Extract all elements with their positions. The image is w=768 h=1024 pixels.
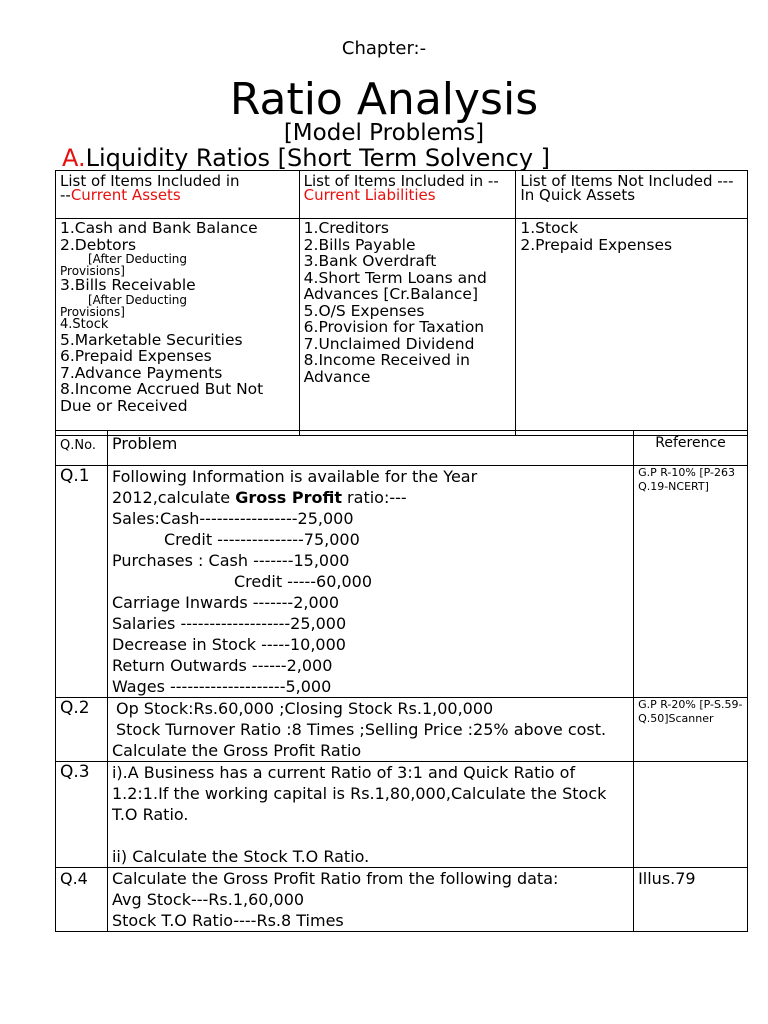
not-in-quick-list [516, 219, 748, 436]
list-item: 7.Unclaimed Dividend [303, 334, 475, 353]
current-liabilities-label: Current Liabilities [303, 186, 436, 204]
list-item: 1.Creditors [303, 219, 389, 237]
list-item: 3.Bank Overdraft [303, 252, 437, 270]
problems-table-header [56, 431, 748, 466]
problem-text: Op Stock:Rs.60,000 ;Closing Stock Rs.1,00,000 Stock Turnover Ratio :8 Times ;Selling Price :25% above cost. Calculate the Gross Profit Ratio [107, 698, 633, 762]
not-in-quick-header: List of Items Not Included ---In Quick Assets [516, 171, 748, 219]
table-row [56, 466, 748, 698]
list-item: 4.Short Term Loans and Advances [Cr.Balance] [303, 268, 487, 303]
reference: G.P R-10% [P-263 Q.19-NCERT] [634, 466, 748, 698]
current-assets-list: 1.Cash and Bank Balance 2.Debtors [After Deducting Provisions] 3.Bills Receivable [After Deducting Provisions] 4.Stock 5.Marketable Securities 6.Prepaid Expenses 7.Advance Payments 8.Income Accrued But Not Due or Received [56, 219, 300, 436]
page-title: Ratio Analysis [229, 74, 539, 125]
current-assets-label: Current Assets [70, 186, 181, 204]
list-item: 5.O/S Expenses [303, 301, 425, 320]
qno-column-header: Q.No. [56, 431, 108, 466]
question-number: Q.1 [56, 466, 108, 698]
table-row [56, 762, 748, 868]
problem-column-header: Problem [107, 431, 633, 466]
list-item: 6.Provision for Taxation [303, 318, 485, 336]
chapter-label: Chapter:- [341, 38, 427, 59]
question-number: Q.2 [56, 698, 108, 762]
reference: Illus.79 [634, 868, 748, 932]
section-letter: A. [62, 144, 86, 172]
table-row [56, 868, 748, 932]
problems-table [55, 430, 748, 932]
items-table-body [56, 219, 748, 436]
current-assets-header: List of Items Included in --Current Assets [56, 171, 300, 219]
question-number: Q.3 [56, 762, 108, 868]
reference [634, 762, 748, 868]
list-item: 2.Bills Payable [303, 235, 416, 254]
list-item: 2.Prepaid Expenses [520, 235, 673, 254]
reference-column-header: Reference [634, 431, 748, 466]
section-title: Liquidity Ratios [Short Term Solvency ] [85, 144, 551, 172]
problem-text: Following Information is available for the Year 2012,calculate Gross Profit ratio:--- Sales:Cash-----------------25,000 Credit ---------------75,000 Purchases : Cash -------15,000 Credit -----60,000 Carriage Inwards -------2,000 Salaries -------------------25,000 Decrease in Stock -----10,000 Return Outwards ------2,000 Wages --------------------5,000 [107, 466, 633, 698]
question-number: Q.4 [56, 868, 108, 932]
reference: G.P R-20% [P-S.59-Q.50]Scanner [634, 698, 748, 762]
items-table [55, 170, 748, 436]
problem-text: i).A Business has a current Ratio of 3:1 and Quick Ratio of 1.2:1.If the working capital is Rs.1,80,000,Calculate the Stock T.O Ratio. ii) Calculate the Stock T.O Ratio. [107, 762, 633, 868]
table-row [56, 698, 748, 762]
problem-text: Calculate the Gross Profit Ratio from the following data: Avg Stock---Rs.1,60,000 Stock T.O Ratio----Rs.8 Times [107, 868, 633, 932]
list-item: 1.Stock [520, 219, 579, 237]
page-subtitle: [Model Problems] [283, 120, 485, 146]
items-table-header [56, 171, 748, 219]
current-liabilities-header: List of Items Included in --Current Liabilities [299, 171, 516, 219]
current-liabilities-list [299, 219, 516, 436]
list-item: 8.Income Received in Advance [303, 351, 470, 386]
